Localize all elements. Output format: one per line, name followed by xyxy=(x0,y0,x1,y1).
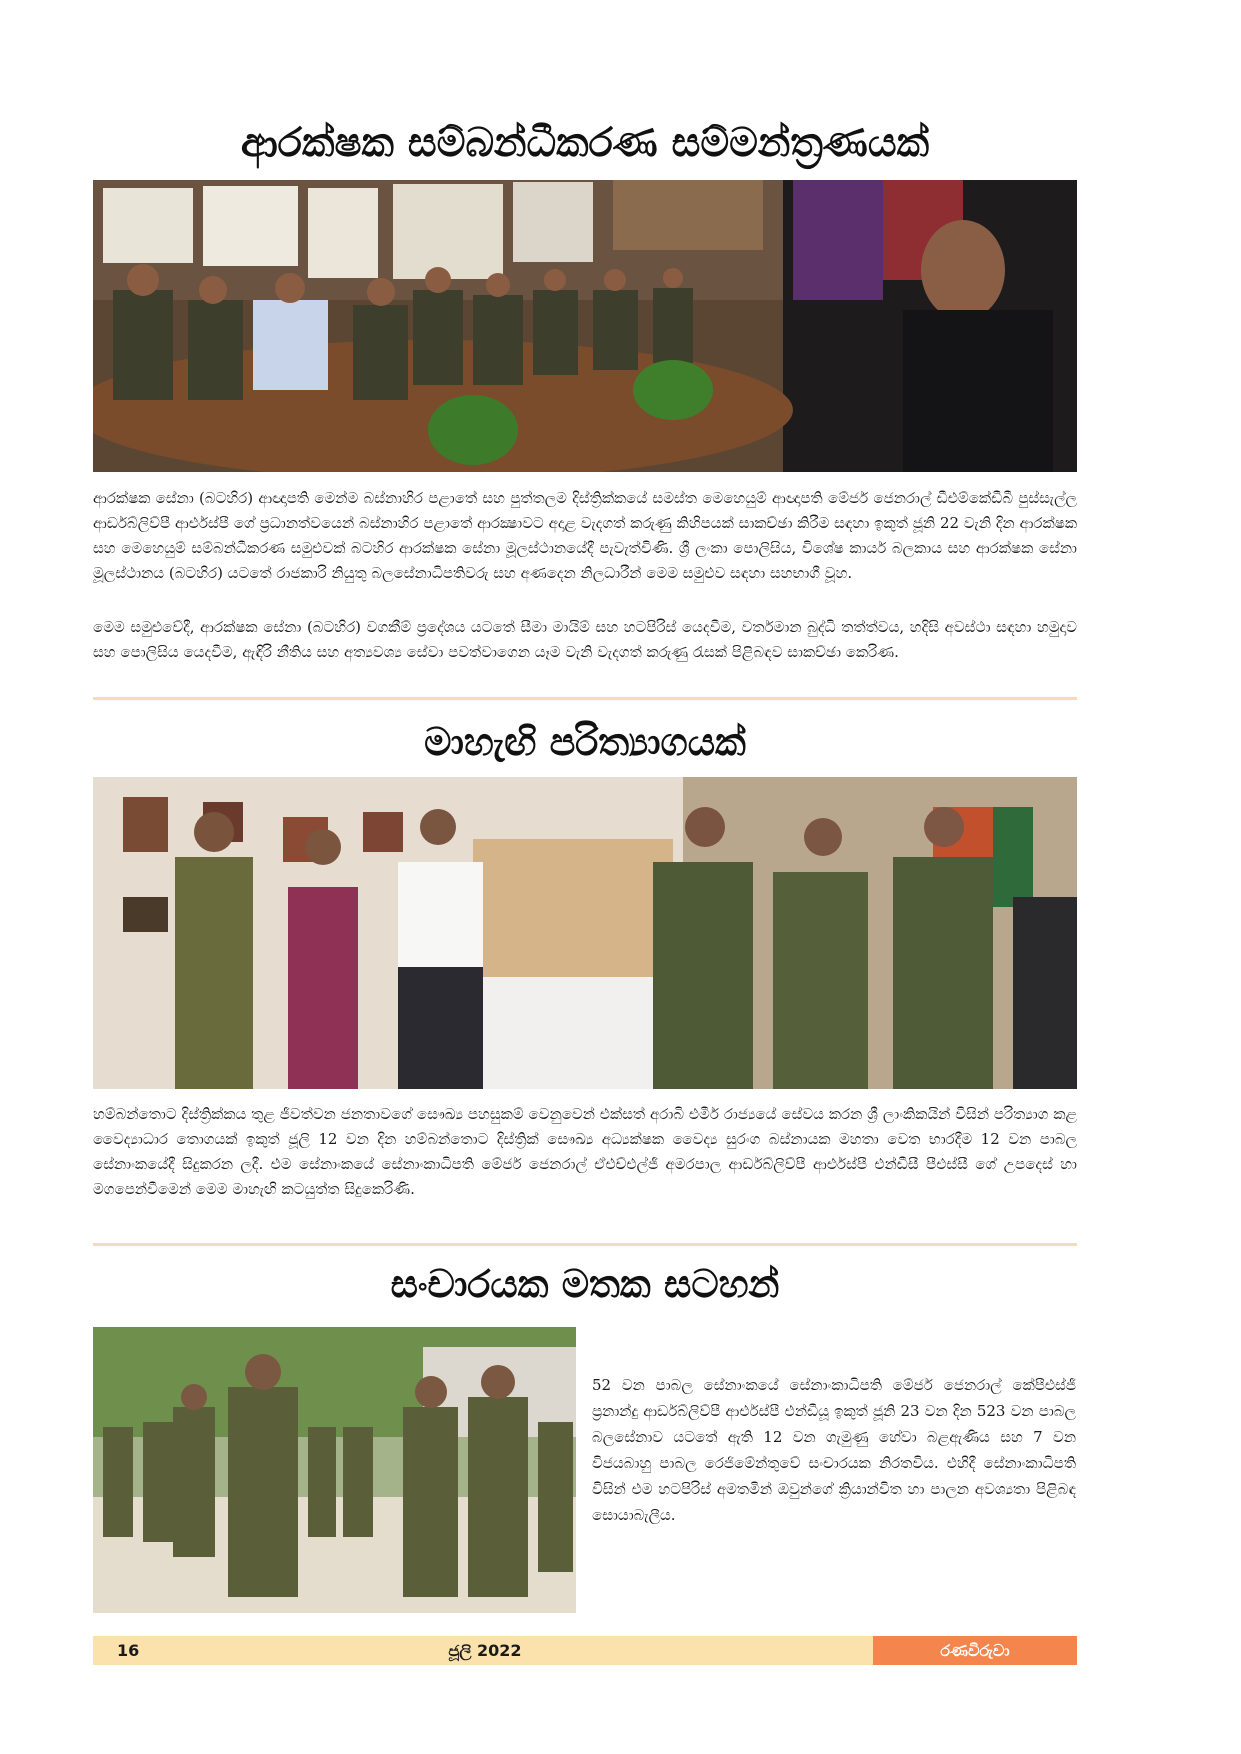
headline-valuable-donation: මාහැඟි පරිත්‍යාගයක් xyxy=(424,720,746,764)
page-number: 16 xyxy=(117,1641,140,1660)
section-divider xyxy=(93,1243,1077,1246)
page-footer xyxy=(93,1636,1077,1665)
article-3-paragraph-1: 52 වන පාබල සේනාංකයේ සේනාංකාධිපති මේජර් ජෙනරාල් කේපීඑස්ජී ප්‍රනාන්දු ආර්ඩබ්ලිව්පී ආර්එස්පී එන්ඩීයූ ඉකුත් ජූනි 23 වන දින 523 වන පාබල බලසේනාව යටතේ ඇති 12 වන ගැමුණු හේවා බළඇණිය සහ 7 වන විජයබාහු පාබල රෙජිමේන්තුවේ සංචාරයක නිරතවිය. එහිදී සේනාංකාධිපති විසින් එම හටපිරිස් අමතමින් ඔවුන්ගේ ක්‍රියාන්විත හා පාලන අවශ්‍යතා පිළිබඳ සොයාබැලීය. xyxy=(592,1376,1076,1524)
headline-security-coordination-conference: ආරක්ෂක සම්බන්ධීකරණ සම්මන්ත්‍රණයක් xyxy=(240,120,930,166)
headline-visit-memories: සංචාරයක මතක සටහන් xyxy=(390,1262,780,1306)
article-1-paragraph-1: ආරක්ෂක සේනා (බටහිර) ආඥාපති මෙන්ම බස්නාහිර පළාතේ සහ පුත්තලම දිස්ත්‍රික්කයේ සමස්ත මෙහෙයුම් ආඥාපති මේජර් ජෙනරාල් ඩීඑම්කේඩීබී පුස්සැල්ල ආර්ඩබ්ලිව්පී ආර්එස්පී ගේ ප්‍රධානත්වයෙන් බස්නාහිර පළාතේ ආරක්‍ෂාවට අදාළ වැදගත් කරුණු කිහිපයක් සාකච්ඡා කිරීම සඳහා ඉකුත් ජූනි 22 වැනි දින ආරක්ෂක සහ මෙහෙයුම් සම්බන්ධීකරණ සමුළුවක් බටහිර ආරක්ෂක සේනා මූලස්ථානයේදී පැවැත්විණි. ශ්‍රී ලංකා පොලිසිය, විශේෂ කාර්ය බලකාය සහ ආරක්ෂක සේනා මූලස්ථානය (බටහිර) යටතේ රාජකාරි නියුතු බලසේනාධිපතිවරු සහ අණදෙන නිලධාරීන් මෙම සමුළුව සඳහා සහභාගී වූහ. xyxy=(93,489,1077,582)
section-divider xyxy=(93,697,1077,700)
article-2-paragraph-1: හම්බන්තොට දිස්ත්‍රික්කය තුළ ජීවත්වන ජනතාවගේ සෞඛ්‍ය පහසුකම් වෙනුවෙන් එක්සත් අරාබි එමීර් රාජ්‍යයේ සේවය කරන ශ්‍රී ලාංකිකයින් විසින් පරිත්‍යාග කළ වෛද්‍යාධාර තොගයක් ඉකුත් ජූලි 12 වන දින හම්බන්තොට දිස්ත්‍රික් සෞඛ්‍ය අධ්‍යක්ෂක වෛද්‍ය සුරංග බස්නායක මහතා වෙත භාරදීම 12 වන පාබල සේනාංකයේදී සිදුකරන ලදී. එම සේනාංකයේ සේනාංකාධිපති මේජර් ජෙනරාල් ඒඑච්එල්ජී අමරපාල ආර්ඩබ්ලිව්පී ආර්එස්පී එන්ඩීසී පීඑස්සී ගේ උපදෙස් හා මගපෙන්වීමෙන් මෙම මාහැඟි කටයුත්ත සිදුකෙරිණි. xyxy=(93,1105,1077,1198)
magazine-brand: රණවිරුවා xyxy=(873,1636,1077,1665)
photo-conference-meeting xyxy=(93,180,1077,472)
article-1-paragraph-2: මෙම සමුළුවේදී, ආරක්ෂක සේනා (බටහිර) වගකීම් ප්‍රදේශය යටතේ සීමා මායිම් සහ හටපිරිස් යෙදවීම, වර්තමාන බුද්ධි තත්ත්වය, හදිසි අවස්ථා සඳහා හමුදාව සහ පොලිසිය යෙදවීම, ඇඳිරි නීතිය සහ අත්‍යවශ්‍ය සේවා පවත්වාගෙන යෑම වැනි වැදගත් කරුණු රැසක් පිළිබඳව සාකච්ඡා කෙරිණ. xyxy=(93,618,1077,661)
issue-date: ජූලි 2022 xyxy=(448,1640,522,1660)
photo-division-visit xyxy=(93,1327,576,1613)
photo-donation-handover xyxy=(93,777,1077,1089)
